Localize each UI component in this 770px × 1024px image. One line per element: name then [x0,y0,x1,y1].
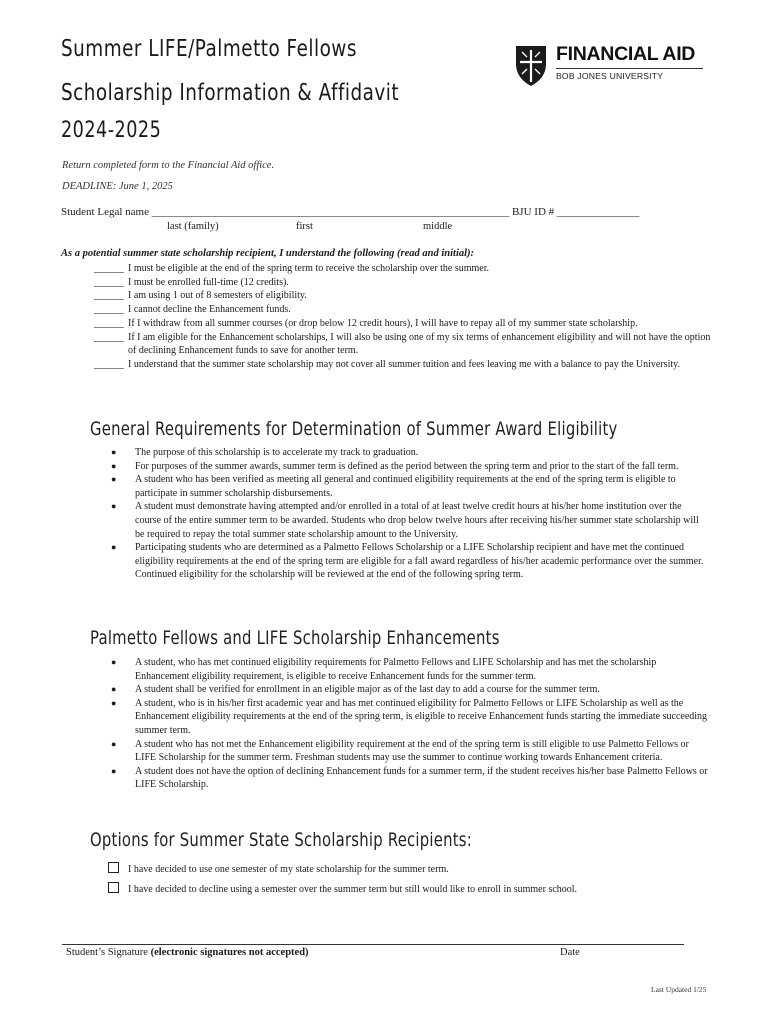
title-line-1: Summer LIFE/Palmetto Fellows [61,36,357,62]
list-item [108,683,710,697]
list-item-text: A student who has not met the Enhancement eligibility requirement at the end of the spring term is still eligible to use Palmetto Fellows or LIFE Scholarship for the summer term. Freshman students may use the summer to continue working towards Enhancement criteria. [135,738,689,764]
bullet-icon: ● [111,542,117,553]
acknowledgement-item[interactable] [94,289,714,303]
acknowledgement-text: I am using 1 out of 8 semesters of eligibility. [128,290,307,302]
general-requirements-heading: General Requirements for Determination of Summer Award Eligibility [90,418,618,440]
signature-label-text: Student’s Signature [66,947,148,958]
bju-shield-icon [512,44,550,88]
list-item [108,460,710,474]
financial-aid-logo [512,43,712,91]
bullet-icon: ● [111,697,117,708]
acknowledgement-text: I must be eligible at the end of the spring term to receive the scholarship over the summer. [128,263,490,274]
date-label: Date [560,947,580,958]
checkbox[interactable] [108,862,119,873]
list-item-text: The purpose of this scholarship is to accelerate my track to graduation. [135,447,419,458]
signature-label [66,947,309,958]
signature-note: (electronic signatures not accepted) [150,947,309,958]
enhancements-heading: Palmetto Fellows and LIFE Scholarship Enhancements [90,627,500,649]
option-label: I have decided to decline using a semester over the summer term but still would like to enroll in summer school. [128,884,578,895]
list-item-text: A student does not have the option of declining Enhancement funds for a summer term, if the student receives his/her base Palmetto Fellows or LIFE Scholarship. [135,765,708,791]
return-note: Return completed form to the Financial Aid office. [62,160,275,171]
bullet-icon: ● [111,460,117,471]
acknowledgement-text: I must be enrolled full-time (12 credits). [128,276,289,288]
last-name-label: last (family) [167,221,219,232]
bullet-icon: ● [111,657,117,667]
list-item [108,541,710,582]
acknowledgement-text: I understand that the summer state scholarship may not cover all summer tuition and fees leaving me with a balance to pay the University. [128,358,680,370]
acknowledgement-item[interactable] [94,276,714,290]
bullet-icon: ● [111,474,117,485]
list-item [108,446,710,460]
options-heading: Options for Summer State Scholarship Recipients: [90,829,472,851]
general-requirements-list [108,446,710,582]
option-decline-semester[interactable] [108,882,577,895]
list-item-text: A student who has been verified as meeting all general and continued eligibility requirements at the end of the spring term is eligible to participate in summer scholarship disbursements. [135,474,676,499]
first-name-label: first [296,221,313,232]
option-label: I have decided to use one semester of my state scholarship for the summer term. [128,864,449,875]
acknowledgement-text: If I withdraw from all summer courses (or drop below 12 credit hours), I will have to repay all of my summer state scholarship. [128,317,638,329]
list-item-text: A student shall be verified for enrollment in an eligible major as of the last day to add a course for the summer term. [135,684,600,696]
deadline-note: DEADLINE: June 1, 2025 [62,181,173,192]
list-item-text: A student, who has met continued eligibility requirements for Palmetto Fellows and LIFE Scholarship and has met the scholarship Enhancement eligibility requirement, is eligible to receive Enhancement funds for the summer term. [135,657,657,682]
logo-divider [556,68,703,69]
bullet-icon: ● [111,765,117,776]
bullet-icon: ● [111,447,117,457]
logo-name: FINANCIAL AID [556,43,696,65]
bullet-icon: ● [111,738,117,749]
student-name-field[interactable]: Student Legal name _________________________________________________________________ BJU ID # _______________ [61,206,640,218]
logo-subtitle: BOB JONES UNIVERSITY [556,71,664,81]
middle-name-label: middle [423,221,453,232]
last-updated: Last Updated 1/25 [651,985,707,994]
acknowledgement-item[interactable] [94,303,714,317]
list-item [108,656,710,683]
academic-year: 2024-2025 [61,118,162,143]
acknowledgement-item[interactable] [94,317,714,331]
option-use-semester[interactable] [108,862,449,875]
acknowledgement-intro: As a potential summer state scholarship recipient, I understand the following (read and initial): [61,248,475,259]
list-item [108,500,710,541]
checkbox[interactable] [108,882,119,893]
initial-blank[interactable]: ______ [94,317,124,329]
title-line-2: Scholarship Information & Affidavit [61,80,400,106]
list-item-text: A student, who is in his/her first academic year and has met continued eligibility for Palmetto Fellows or LIFE Scholarship as well as the Enhancement eligibility requirements at the end of the spring term, is eligible to receive Enhancement funds starting the immediate succeeding summer term. [135,697,708,736]
initial-blank[interactable]: ______ [94,304,124,316]
initial-blank[interactable]: ______ [94,331,124,343]
acknowledgement-list [94,262,714,372]
bullet-icon: ● [111,501,117,512]
initial-blank[interactable]: ______ [94,358,124,370]
bullet-icon: ● [111,684,117,695]
enhancements-list [108,656,710,792]
acknowledgement-item[interactable] [94,262,714,276]
list-item [108,738,710,765]
signature-line[interactable] [62,944,684,945]
acknowledgement-item[interactable] [94,358,714,372]
list-item-text: For purposes of the summer awards, summer term is defined as the period between the spring term and prior to the start of the fall term. [135,460,679,472]
list-item [108,765,710,792]
initial-blank[interactable]: ______ [94,263,124,274]
list-item [108,697,710,738]
list-item-text: Participating students who are determined as a Palmetto Fellows Scholarship or a LIFE Scholarship recipient and have met the continued eligibility requirements at the end of the spring term are eligible for a fall award regardless of his/her academic performance over the summer. Continued eligibility for the scholarship will be reviewed at the end of the following spring term. [135,542,704,581]
initial-blank[interactable]: ______ [94,276,124,288]
acknowledgement-text: If I am eligible for the Enhancement scholarships, I will also be using one of my six terms of enhancement eligibility and will not have the option of declining Enhancement funds to save for another term. [128,331,711,357]
list-item-text: A student must demonstrate having attempted and/or enrolled in a total of at least twelve credit hours at his/her home institution over the course of the entire summer term to be awarded. Students who drop below twelve hours after receiving his/her summer state scholarship will be required to repay the total summer state scholarship amount to the University. [135,501,699,540]
acknowledgement-item[interactable] [94,331,714,358]
list-item [108,473,710,500]
acknowledgement-text: I cannot decline the Enhancement funds. [128,304,291,316]
initial-blank[interactable]: ______ [94,290,124,302]
